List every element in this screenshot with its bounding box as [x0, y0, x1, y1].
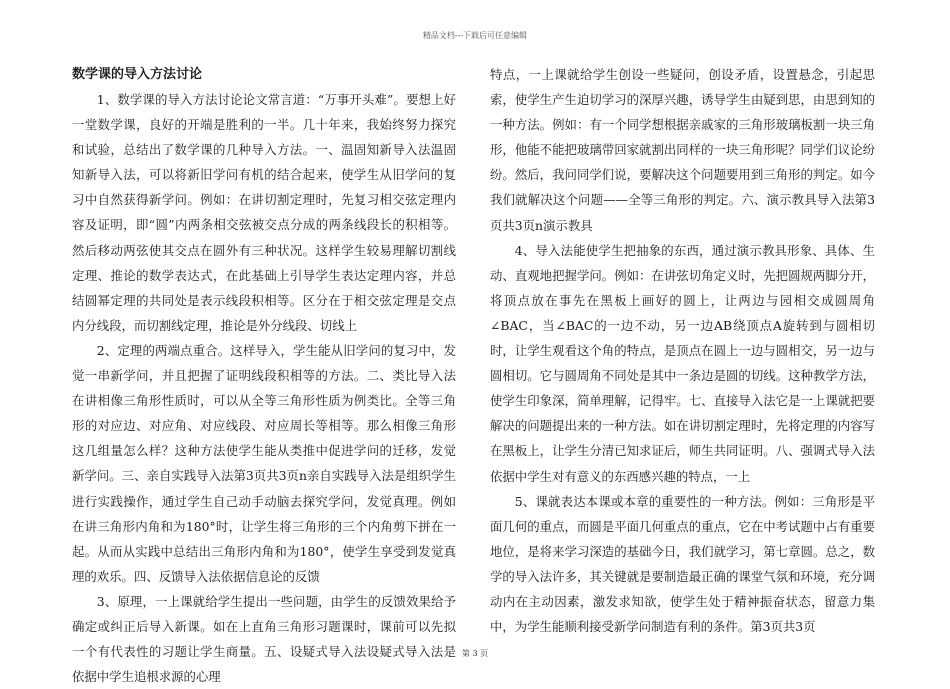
paragraph-4: 4、导入法能使学生把抽象的东西，通过演示教具形象、具体、生动、直观地把握学问。例如：在讲弦切角定义时，先把圆规两脚分开，将顶点放在事先在黑板上画好的圆上，让两边与园相交成圆周角∠BAC，当∠BAC的一边不动，另一边AB绕顶点A旋转到与圆相切时，让学生观看这个角的特点，是顶点在圆上一边与圆相交，另一边与圆相切。它与圆周角不同处是其中一条边是圆的切线。这种教学方法，使学生印象深，简单理解，记得牢。七、直接导入法它是一上课就把要解决的问题提出来的一种方法。如在讲切割定理时，先将定理的内容写在黑板上，让学生分清已知求证后，师生共同证明。八、强调式导入法依据中学生对有意义的东西感兴趣的特点，一上	[490, 242, 875, 484]
paragraph-5: 5、课就表达本课或本章的重要性的一种方法。例如：三角形是平面几何的重点，而圆是平面几何重点的重点，它在中考试题中占有重要地位，是将来学习深造的基础今日，我们就学习，第七章圆。总之，数学的导入法许多，其关键就是要制造最正确的课堂气氛和环境，充分调动内在主动因素，激发求知欲，使学生处于精神振奋状态，留意力集中，为学生能顺利接受新学问制造有利的条件。第3页共3页	[490, 493, 875, 635]
paragraph-1: 1、数学课的导入方法讨论论文常言道：“万事开头难”。要想上好一堂数学课，良好的开端是胜利的一半。几十年来，我始终努力探究和试验，总结出了数学课的几种导入方法。一、温固知新导入法温固知新导入法，可以将新旧学问有机的结合起来，使学生从旧学问的复习中自然获得新学问。例如：在讲切割定理时，先复习相交弦定理内容及证明，即“圆”内两条相交弦被交点分成的两条线段长的积相等。然后移动两弦使其交点在圆外有三种状况。这样学生较易理解切割线定理、推论的数学表达式，在此基础上引导学生表达定理内容，并总结圆幂定理的共同处是表示线段积相等。区分在于相交弦定理是交点内分线段，而切割线定理，推论是外分线段、切线上	[72, 92, 456, 333]
right-column	[490, 62, 875, 639]
document-title: 数学课的导入方法讨论	[72, 67, 203, 82]
left-column	[72, 62, 456, 689]
page-header: 精品文档---下载后可任意编辑	[422, 31, 528, 40]
page-number: 第 3 页	[461, 649, 489, 658]
paragraph-3-continued: 特点，一上课就给学生创设一些疑问，创设矛盾，设置悬念，引起思索，使学生产生迫切学习的深厚兴趣，诱导学生由疑到思，由思到知的一种方法。例如：有一个同学想根据亲戚家的三角形玻璃板割一块三角形，他能不能把玻璃带回家就割出同样的一块三角形呢？同学们议论纷纷。然后，我问同学们说，要解决这个问题要用到三角形的判定。如今我们就解决这个问题——全等三角形的判定。六、演示教具导入法第3页共3页n演示教具	[490, 67, 875, 233]
paragraph-3: 3、原理，一上课就给学生提出一些问题，由学生的反馈效果给予确定或纠正后导入新课。如在上直角三角形习题课时，课前可以先拟一个有代表性的习题让学生商量。五、设疑式导入法设疑式导入法是依据中学生追根求源的心理	[72, 593, 456, 685]
paragraph-2: 2、定理的两端点重合。这样导入，学生能从旧学问的复习中，发觉一串新学问，并且把握了证明线段积相等的方法。二、类比导入法在讲相像三角形性质时，可以从全等三角形性质为例类比。全等三角形的对应边、对应角、对应线段、对应周长等相等。那么相像三角形这几组量怎么样？这种方法使学生能从类推中促进学问的迁移，发觉新学问。三、亲自实践导入法第3页共3页n亲自实践导入法是组织学生进行实践操作，通过学生自己动手动脑去探究学问，发觉真理。例如在讲三角形内角和为180°时，让学生将三角形的三个内角剪下拼在一起。从而从实践中总结出三角形内角和为180°，使学生享受到发觉真理的欢乐。四、反馈导入法依据信息论的反馈	[72, 342, 456, 584]
